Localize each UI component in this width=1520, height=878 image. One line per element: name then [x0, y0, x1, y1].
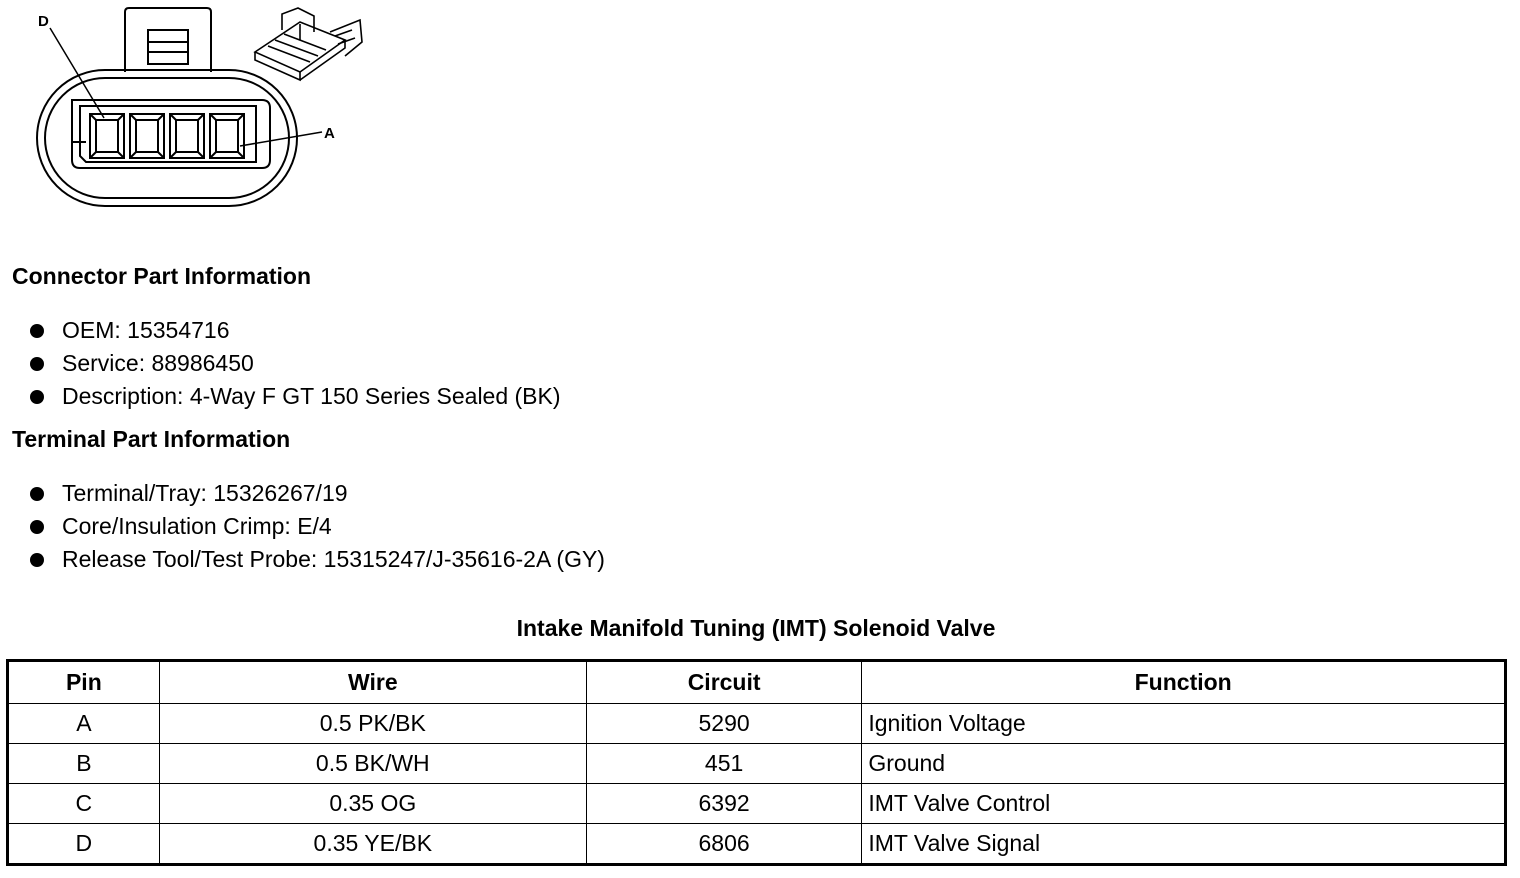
terminal-tray-text: Terminal/Tray: 15326267/19 — [62, 480, 348, 506]
connector-oem-text: OEM: 15354716 — [62, 317, 230, 343]
cell-wire: 0.5 BK/WH — [159, 744, 586, 784]
cell-wire: 0.35 YE/BK — [159, 824, 586, 865]
bullet-icon — [30, 520, 44, 534]
header-pin: Pin — [8, 661, 160, 704]
terminal-release-tool-text: Release Tool/Test Probe: 15315247/J-35616-2A (GY) — [62, 546, 605, 572]
cell-pin: A — [8, 704, 160, 744]
table-row — [8, 824, 1506, 865]
cell-wire: 0.5 PK/BK — [159, 704, 586, 744]
connector-info-list — [28, 314, 561, 413]
list-item — [28, 380, 561, 413]
cell-function: IMT Valve Control — [862, 784, 1506, 824]
table-row — [8, 704, 1506, 744]
connector-diagram — [0, 0, 380, 225]
header-circuit: Circuit — [586, 661, 862, 704]
pin-table — [6, 659, 1507, 866]
cell-circuit: 6806 — [586, 824, 862, 865]
list-item — [28, 347, 561, 380]
header-function: Function — [862, 661, 1506, 704]
cell-pin: B — [8, 744, 160, 784]
table-row — [8, 744, 1506, 784]
bullet-icon — [30, 553, 44, 567]
bullet-icon — [30, 357, 44, 371]
bullet-icon — [30, 390, 44, 404]
connector-drawing — [0, 0, 380, 225]
pin-label-d: D — [38, 13, 49, 30]
cell-function: Ground — [862, 744, 1506, 784]
list-item — [28, 543, 605, 576]
connector-description-text: Description: 4-Way F GT 150 Series Sealed (BK) — [62, 383, 561, 409]
cell-wire: 0.35 OG — [159, 784, 586, 824]
list-item — [28, 510, 605, 543]
terminal-info-heading: Terminal Part Information — [12, 426, 291, 452]
cell-function: IMT Valve Signal — [862, 824, 1506, 865]
cell-pin: C — [8, 784, 160, 824]
terminal-crimp-text: Core/Insulation Crimp: E/4 — [62, 513, 332, 539]
table-title: Intake Manifold Tuning (IMT) Solenoid Valve — [516, 615, 996, 641]
cell-circuit: 5290 — [586, 704, 862, 744]
bullet-icon — [30, 487, 44, 501]
table-header-row — [8, 661, 1506, 704]
connector-service-text: Service: 88986450 — [62, 350, 254, 376]
cell-circuit: 6392 — [586, 784, 862, 824]
list-item — [28, 477, 605, 510]
cell-pin: D — [8, 824, 160, 865]
cell-circuit: 451 — [586, 744, 862, 784]
connector-info-heading: Connector Part Information — [12, 263, 312, 289]
bullet-icon — [30, 324, 44, 338]
header-wire: Wire — [159, 661, 586, 704]
cell-function: Ignition Voltage — [862, 704, 1506, 744]
terminal-info-list — [28, 477, 605, 576]
list-item — [28, 314, 561, 347]
table-row — [8, 784, 1506, 824]
pin-label-a: A — [324, 125, 335, 142]
